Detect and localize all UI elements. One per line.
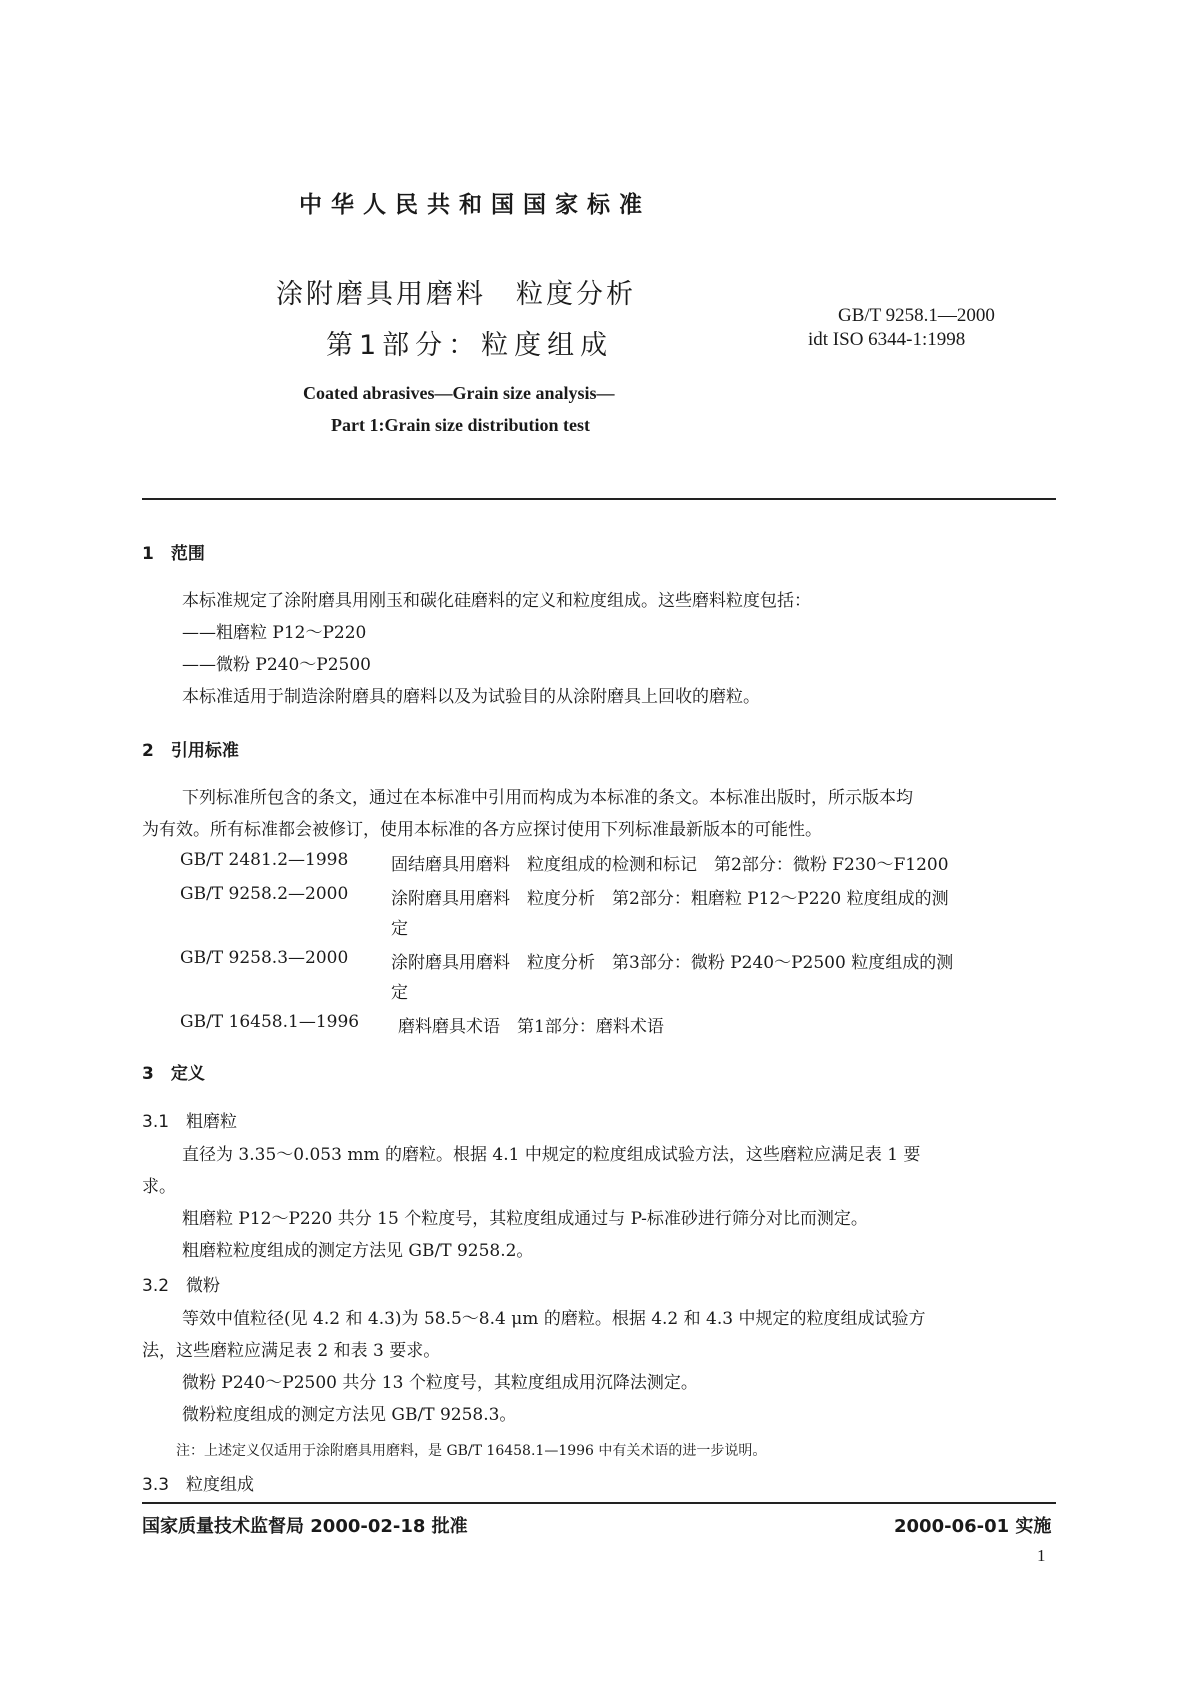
english-title-line1: Coated abrasives—Grain size analysis—	[303, 383, 615, 403]
ref-code: GB/T 16458.1—1996	[180, 1012, 360, 1032]
ref-code: GB/T 9258.2—2000	[180, 884, 349, 904]
ref-title-continuation: 定	[391, 919, 408, 939]
section-3-1-para-line2: 求。	[142, 1177, 176, 1197]
section-3-1-heading: 3.1 粗磨粒	[142, 1112, 238, 1132]
definition-note: 注：上述定义仅适用于涂附磨具用磨料，是 GB/T 16458.1—1996 中有关术语的进一步说明。	[176, 1443, 767, 1459]
ref-title: 磨料磨具术语 第1部分：磨料术语	[398, 1017, 664, 1037]
implementation-date: 2000-06-01 实施	[894, 1516, 1052, 1537]
idt-reference: idt ISO 6344-1:1998	[808, 329, 966, 350]
page-number: 1	[1037, 1546, 1046, 1565]
standard-number: GB/T 9258.1—2000	[838, 305, 995, 326]
section-1-para-2: 本标准适用于制造涂附磨具的磨料以及为试验目的从涂附磨具上回收的磨粒。	[182, 687, 760, 707]
english-title-line2: Part 1:Grain size distribution test	[331, 415, 590, 435]
section-3-3-heading: 3.3 粒度组成	[142, 1475, 255, 1495]
section-3-2-heading: 3.2 微粉	[142, 1276, 221, 1296]
ref-code: GB/T 2481.2—1998	[180, 850, 349, 870]
section-2-heading: 2 引用标准	[142, 741, 239, 761]
section-3-1-para-3: 粗磨粒粒度组成的测定方法见 GB/T 9258.2。	[182, 1241, 534, 1261]
section-1-list-item-1: ——粗磨粒 P12～P220	[182, 623, 367, 643]
section-3-2-para-line1: 等效中值粒径(见 4.2 和 4.3)为 58.5～8.4 μm 的磨粒。根据 4.2 和 4.3 中规定的粒度组成试验方	[182, 1309, 926, 1329]
header-divider	[142, 498, 1056, 500]
ref-title: 涂附磨具用磨料 粒度分析 第3部分：微粉 P240～P2500 粒度组成的测	[391, 953, 954, 973]
section-3-2-para-3: 微粉粒度组成的测定方法见 GB/T 9258.3。	[182, 1405, 517, 1425]
section-3-2-para-line2: 法，这些磨粒应满足表 2 和表 3 要求。	[142, 1341, 441, 1361]
ref-title: 涂附磨具用磨料 粒度分析 第2部分：粗磨粒 P12～P220 粒度组成的测	[391, 889, 949, 909]
document-title-line1: 涂附磨具用磨料 粒度分析	[276, 279, 636, 310]
section-3-1-para-2: 粗磨粒 P12～P220 共分 15 个粒度号，其粒度组成通过与 P-标准砂进行筛分对比而测定。	[182, 1209, 868, 1229]
document-title-line2: 第1部分：粒度组成	[326, 330, 614, 361]
section-2-para-line1: 下列标准所包含的条文，通过在本标准中引用而构成为本标准的条文。本标准出版时，所示版本均	[182, 788, 913, 808]
section-1-list-item-2: ——微粉 P240～P2500	[182, 655, 371, 675]
section-3-heading: 3 定义	[142, 1064, 205, 1084]
approval-info: 国家质量技术监督局 2000-02-18 批准	[142, 1516, 468, 1537]
national-standard-label: 中华人民共和国国家标准	[299, 192, 651, 218]
section-3-2-para-2: 微粉 P240～P2500 共分 13 个粒度号，其粒度组成用沉降法测定。	[182, 1373, 698, 1393]
section-1-heading: 1 范围	[142, 544, 205, 564]
section-2-para-line2: 为有效。所有标准都会被修订，使用本标准的各方应探讨使用下列标准最新版本的可能性。	[142, 820, 822, 840]
footer-divider	[142, 1502, 1056, 1504]
section-1-para-1: 本标准规定了涂附磨具用刚玉和碳化硅磨料的定义和粒度组成。这些磨料粒度包括：	[182, 591, 811, 611]
section-3-1-para-line1: 直径为 3.35～0.053 mm 的磨粒。根据 4.1 中规定的粒度组成试验方法，这些磨粒应满足表 1 要	[182, 1145, 921, 1165]
ref-code: GB/T 9258.3—2000	[180, 948, 349, 968]
ref-title: 固结磨具用磨料 粒度组成的检测和标记 第2部分：微粉 F230～F1200	[391, 855, 949, 875]
ref-title-continuation: 定	[391, 983, 408, 1003]
